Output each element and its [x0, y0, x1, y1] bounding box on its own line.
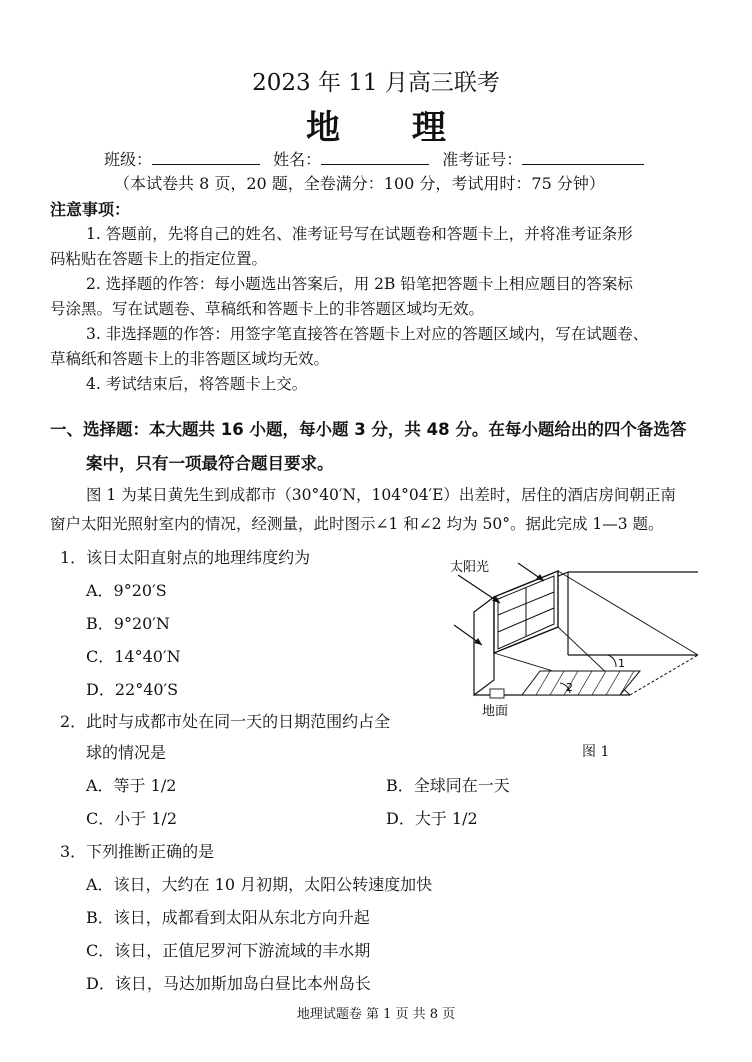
id-field[interactable]	[522, 150, 644, 165]
subject-title: 地 理	[306, 108, 476, 148]
exam-title: 2023 年 11 月高三联考	[252, 70, 500, 96]
question-1-stem: 1．该日太阳直射点的地理纬度约为	[60, 548, 311, 567]
light-ray-top	[558, 571, 698, 655]
question-2-option-c[interactable]: C．小于 1/2	[86, 809, 178, 828]
angle-2-label: 2	[566, 681, 573, 694]
notice-heading: 注意事项：	[50, 200, 131, 219]
question-1-option-a[interactable]: A．9°20′S	[86, 581, 167, 600]
name-field[interactable]	[321, 150, 429, 165]
figure-1-diagram	[440, 555, 700, 755]
notice-line: 码粘贴在答题卡上的指定位置。	[50, 250, 268, 268]
notice-line: 草稿纸和答题卡上的非答题区域均无效。	[50, 350, 330, 368]
angle-1-label: 1	[618, 657, 625, 670]
intro-text: 图 1 为某日黄先生到成都市（30°40′N，104°04′E）出差时，居住的酒店房间朝正南	[86, 486, 676, 504]
question-3-option-b[interactable]: B．该日，成都看到太阳从东北方向升起	[86, 908, 370, 927]
question-3-option-d[interactable]: D．该日，马达加斯加岛白昼比本州岛长	[86, 974, 371, 993]
figure-1-caption: 图 1	[582, 744, 610, 760]
question-2-stem-cont: 球的情况是	[86, 743, 167, 762]
notice-line: 3. 非选择题的作答：用签字笔直接答在答题卡上对应的答题区域内，写在试题卷、	[86, 325, 649, 343]
sun-ray-1	[458, 575, 500, 603]
question-2-option-d[interactable]: D．大于 1/2	[386, 809, 478, 828]
question-1-option-d[interactable]: D．22°40′S	[86, 680, 179, 699]
notice-line: 2. 选择题的作答：每小题选出答案后，用 2B 铅笔把答题卡上相应题目的答案标	[86, 275, 633, 293]
intro-text: 窗户太阳光照射室内的情况，经测量，此时图示∠1 和∠2 均为 50°。据此完成 1—3 题。	[50, 515, 664, 533]
notice-line: 1. 答题前，先将自己的姓名、准考证号写在试题卷和答题卡上，并将准考证条形	[86, 225, 633, 243]
ground-marker	[490, 689, 504, 698]
question-2-stem: 2．此时与成都市处在同一天的日期范围约占全	[60, 712, 391, 731]
angle-1-arc	[608, 655, 616, 667]
floor-diagonal	[630, 655, 698, 695]
question-2-option-a[interactable]: A．等于 1/2	[86, 776, 177, 795]
question-3-option-a[interactable]: A．该日，大约在 10 月初期，太阳公转速度加快	[86, 875, 433, 894]
section-heading: 一、选择题：本大题共 16 小题，每小题 3 分，共 48 分。在每小题给出的四个备选答	[50, 420, 687, 439]
question-1-option-c[interactable]: C．14°40′N	[86, 647, 181, 666]
candidate-info-row	[104, 147, 644, 170]
id-label: 准考证号：	[442, 150, 523, 169]
window-wall-side	[474, 597, 494, 695]
notice-line: 4. 考试结束后，将答题卡上交。	[86, 375, 308, 393]
exam-info: （本试卷共 8 页，20 题，全卷满分：100 分，考试用时：75 分钟）	[114, 174, 605, 193]
question-2-option-b[interactable]: B．全球同在一天	[386, 776, 510, 795]
notice-line: 号涂黑。写在试题卷、草稿纸和答题卡上的非答题区域均无效。	[50, 300, 485, 318]
class-field[interactable]	[152, 150, 260, 165]
name-label: 姓名：	[273, 150, 322, 169]
section-heading-cont: 案中，只有一项最符合题目要求。	[86, 454, 334, 473]
sunlight-label: 太阳光	[450, 560, 490, 575]
question-1-option-b[interactable]: B．9°20′N	[86, 614, 170, 633]
page-footer: 地理试题卷 第 1 页 共 8 页	[296, 1007, 456, 1022]
ground-label: 地面	[482, 704, 509, 719]
question-3-stem: 3．下列推断正确的是	[60, 842, 215, 861]
class-label: 班级：	[104, 150, 153, 169]
question-3-option-c[interactable]: C．该日，正值尼罗河下游流域的丰水期	[86, 941, 371, 960]
